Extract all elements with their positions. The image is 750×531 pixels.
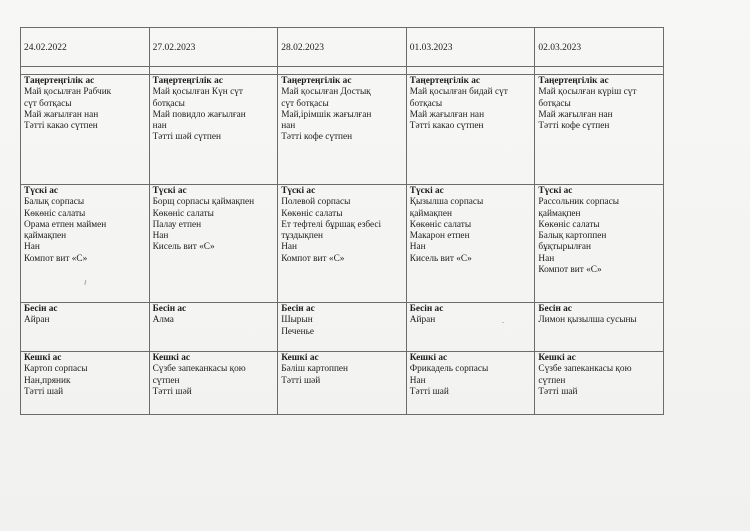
meal-title: Таңертеңгілік ас: [281, 76, 352, 86]
dish-line: Тәтті шай: [24, 386, 64, 397]
meal-title: Түскі ас: [281, 186, 316, 196]
dish-line: Май,ірімшік жағылған: [281, 109, 372, 120]
spacer-cell: [149, 67, 278, 75]
meal-title: Кешкі ас: [538, 353, 576, 363]
dish-line: нан: [152, 121, 167, 132]
dish-line: Печенье: [281, 326, 314, 337]
dish-line: Май қосылған Күн сүт: [152, 87, 243, 98]
meal-title: Таңертеңгілік ас: [152, 76, 223, 86]
spacer-cell: [535, 67, 664, 75]
dish-line: Нан,пряник: [24, 375, 71, 386]
dish-line: Рассольник сорпасы: [538, 197, 620, 208]
date-cell: 28.02.2023: [278, 28, 407, 67]
dish-line: Картоп сорпасы: [24, 364, 88, 375]
meal-title: Таңертеңгілік ас: [538, 76, 609, 86]
spacer-cell: [21, 67, 150, 75]
dates-row: [21, 28, 664, 67]
dish-line: Лимон қызылша сусыны: [538, 315, 637, 326]
dish-line: Көкөніс салаты: [24, 208, 86, 219]
dish-line: қаймақпен: [24, 231, 67, 242]
dish-line: Нан: [409, 375, 426, 386]
dish-line: Көкөніс салаты: [538, 219, 600, 230]
meal-row-snack: [21, 303, 664, 352]
dish-line: бұқтырылған: [538, 242, 592, 253]
dish-line: Нан: [409, 242, 426, 253]
dish-line: сүтпен: [152, 375, 180, 386]
meal-cell: [535, 303, 664, 352]
dish-line: нан: [281, 121, 296, 132]
dish-line: Макарон етпен: [409, 231, 470, 242]
dish-line: Полевой сорпасы: [281, 197, 351, 208]
meal-cell: [535, 75, 664, 185]
dish-line: Балық сорпасы: [24, 197, 85, 208]
dish-line: Сүзбе запеканкасы қою: [538, 364, 632, 375]
dish-line: Палау етпен: [152, 219, 202, 230]
dish-line: Бәліш картоппен: [281, 364, 349, 375]
dish-line: Борщ сорпасы қаймақпен: [152, 197, 255, 208]
meal-title: Бесін ас: [281, 304, 315, 314]
dish-line: Компот вит «С»: [281, 253, 345, 264]
date-cell: 24.02.2022: [21, 28, 150, 67]
dish-line: Көкөніс салаты: [152, 208, 214, 219]
meal-title: Бесін ас: [538, 304, 572, 314]
meal-cell: [406, 185, 535, 303]
meal-cell: [278, 303, 407, 352]
meal-cell: [278, 185, 407, 303]
dish-line: Тәтті кофе сүтпен: [538, 121, 610, 132]
spacer-cell: [278, 67, 407, 75]
dish-line: Май қосылған Достық: [281, 87, 371, 98]
dish-line: Тәтті шәй сүтпен: [152, 132, 221, 143]
dish-line: Қызылша сорпасы: [409, 197, 484, 208]
meal-title: Түскі ас: [24, 186, 59, 196]
dish-line: Май жағылған нан: [538, 109, 613, 120]
dish-line: Май жағылған нан: [409, 109, 485, 120]
meal-title: Кешкі ас: [152, 353, 190, 363]
spacer-row: [21, 67, 664, 75]
meal-cell: [406, 352, 535, 415]
dish-line: сүт ботқасы: [24, 98, 72, 109]
dish-line: Кисель вит «С»: [409, 253, 472, 264]
dish-line: Компот вит «С»: [538, 265, 602, 276]
meal-row-breakfast: [21, 75, 664, 185]
dish-line: Тәтті какао сүтпен: [409, 121, 484, 132]
dish-line: сүт ботқасы: [281, 98, 329, 109]
dish-line: Май жағылған нан: [24, 109, 99, 120]
dish-line: Айран: [24, 315, 50, 326]
meal-cell: [406, 75, 535, 185]
handwritten-mark: ·: [498, 320, 508, 325]
dish-line: Шырын: [281, 315, 313, 326]
meal-title: Таңертеңгілік ас: [409, 76, 481, 86]
dish-line: Балық картоппен: [538, 231, 607, 242]
dish-line: Компот вит «С»: [24, 253, 88, 264]
meal-title: Кешкі ас: [409, 353, 448, 363]
dish-line: қаймақпен: [409, 208, 452, 219]
dish-line: Тәтті шәй: [152, 386, 192, 397]
dish-line: ботқасы: [538, 98, 571, 109]
dish-line: Ет тефтелі бұршақ езбесі: [281, 219, 382, 230]
meal-title: Кешкі ас: [24, 353, 62, 363]
dish-line: тұздықпен: [281, 231, 323, 242]
meal-title: Бесін ас: [409, 304, 444, 314]
dish-line: қаймақпен: [538, 208, 581, 219]
dish-line: Нан: [24, 242, 40, 253]
dish-line: ботқасы: [409, 98, 443, 109]
meal-cell: [149, 352, 278, 415]
meal-cell: [406, 303, 535, 352]
dish-line: Нан: [152, 231, 169, 242]
meal-cell: [278, 352, 407, 415]
dish-line: ботқасы: [152, 98, 185, 109]
meal-cell: [278, 75, 407, 185]
dish-line: Май повидло жағылған: [152, 109, 246, 120]
dish-line: Нан: [281, 242, 298, 253]
dish-line: Кисель вит «С»: [152, 242, 215, 253]
dish-line: Май қосылған бидай сүт: [409, 87, 508, 98]
dish-line: Фрикадель сорпасы: [409, 364, 489, 375]
date-cell: 27.02.2023: [149, 28, 278, 67]
meal-cell: [535, 185, 664, 303]
dish-line: Май қосылған күріш сүт: [538, 87, 637, 98]
meal-cell: [149, 185, 278, 303]
meal-cell: [535, 352, 664, 415]
dish-line: Тәтті шәй: [281, 375, 321, 386]
meal-cell: [149, 75, 278, 185]
meal-title: Түскі ас: [152, 186, 187, 196]
meal-cell: [21, 75, 150, 185]
meal-row-dinner: [21, 352, 664, 415]
meal-title: Кешкі ас: [281, 353, 319, 363]
dish-line: Тәтті кофе сүтпен: [281, 132, 353, 143]
meal-title: Бесін ас: [24, 304, 58, 314]
meal-cell: [21, 352, 150, 415]
meal-title: Түскі ас: [409, 186, 444, 196]
dish-line: сүтпен: [538, 375, 566, 386]
handwritten-mark: ~: [80, 278, 91, 287]
dish-line: Тәтті шай: [538, 386, 578, 397]
spacer-cell: [406, 67, 535, 75]
dish-line: Сүзбе запеканкасы қою: [152, 364, 246, 375]
date-cell: 02.03.2023: [535, 28, 664, 67]
dish-line: Нан: [538, 253, 555, 264]
meal-row-lunch: [21, 185, 664, 303]
meal-cell: [21, 303, 150, 352]
menu-table-body: [21, 28, 664, 415]
dish-line: Көкөніс салаты: [281, 208, 343, 219]
meal-title: Бесін ас: [152, 304, 187, 314]
dish-line: Май қосылған Рабчик: [24, 87, 112, 98]
dish-line: Айран: [409, 315, 436, 326]
dish-line: Көкөніс салаты: [409, 219, 472, 230]
dish-line: Орама етпен маймен: [24, 219, 107, 230]
meal-title: Таңертеңгілік ас: [24, 76, 95, 86]
dish-line: Тәтті какао сүтпен: [24, 121, 98, 132]
weekly-menu-table: [20, 27, 664, 415]
dish-line: Алма: [152, 315, 174, 326]
meal-cell: [149, 303, 278, 352]
dish-line: Тәтті шай: [409, 386, 449, 397]
meal-title: Түскі ас: [538, 186, 573, 196]
date-cell: 01.03.2023: [406, 28, 535, 67]
